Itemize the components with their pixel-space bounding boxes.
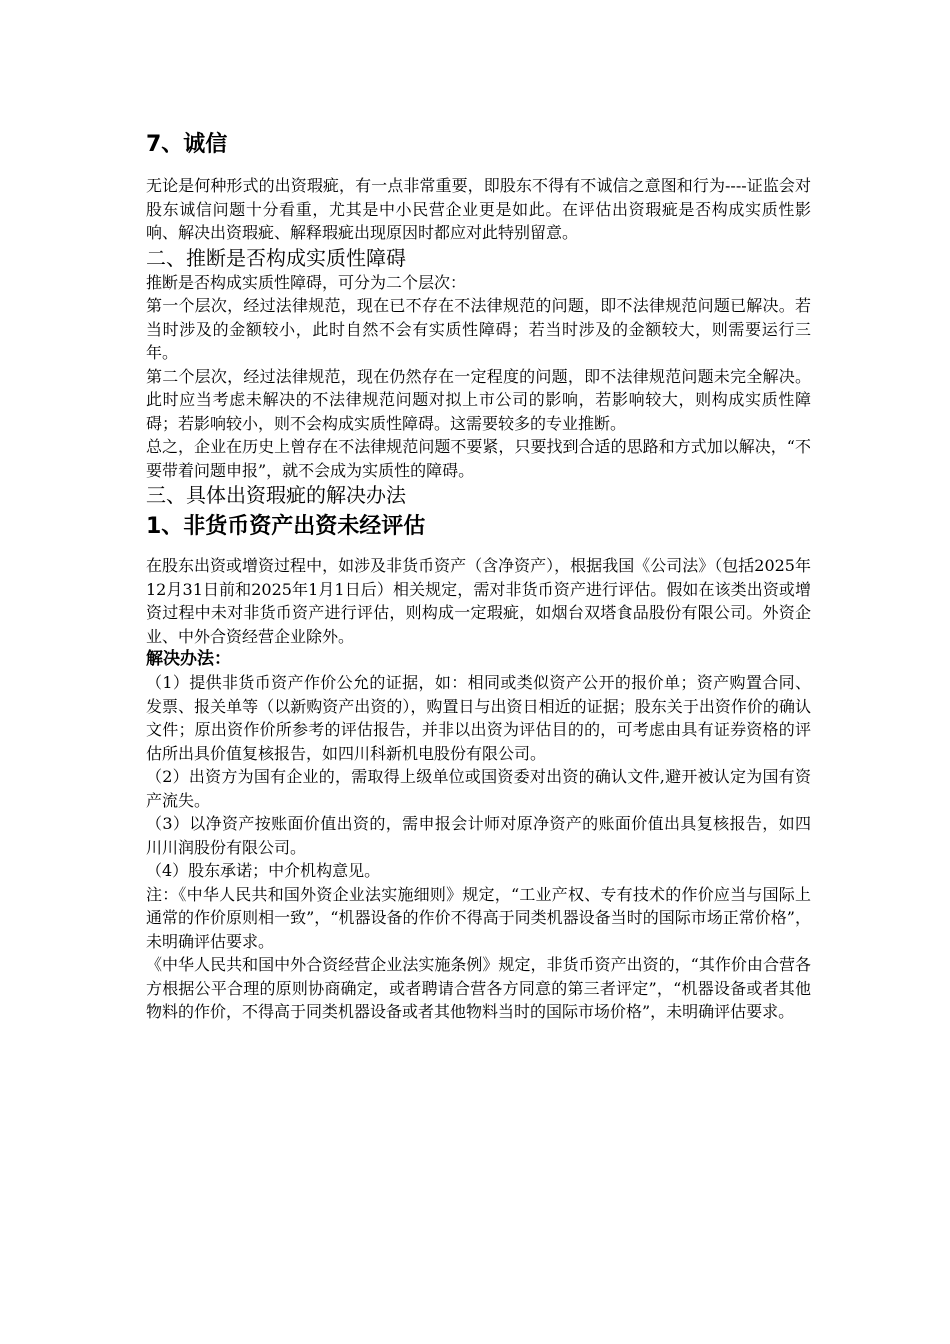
solution-item-2: （2）出资方为国有企业的，需取得上级单位或国资委对出资的确认文件,避开被认定为国有资产流失。	[146, 767, 811, 810]
document-body	[146, 130, 811, 1024]
section-two-title: 二、推断是否构成实质性障碍	[146, 245, 406, 270]
section-two-summary: 总之，企业在历史上曾存在不法律规范问题不要紧，只要找到合适的思路和方式加以解决，“不要带着问题申报”，就不会成为实质性的障碍。	[146, 437, 811, 480]
note-foreign-enterprise: 注：《中华人民共和国外资企业法实施细则》规定，“工业产权、专有技术的作价应当与国际上通常的作价原则相一致”，“机器设备的作价不得高于同类机器设备当时的国际市场正常价格”，未明确评估要求。	[146, 884, 811, 951]
solution-item-1: （1）提供非货币资产作价公允的证据，如：相同或类似资产公开的报价单；资产购置合同、发票、报关单等（以新购资产出资的），购置日与出资日相近的证据；股东关于出资作价的确认文件；原出资作价所参考的评估报告，并非以出资为评估目的的，可考虑由具有证券资格的评估所出具价值复核报告，如四川科新机电股份有限公司。	[146, 673, 811, 763]
heading-integrity: 7、诚信	[146, 132, 228, 157]
paragraph-nonmonetary: 在股东出资或增资过程中，如涉及非货币资产（含净资产），根据我国《公司法》（包括2025年12月31日前和2025年1月1日后）相关规定，需对非货币资产进行评估。假如在该类出资或增资过程中未对非货币资产进行评估，则构成一定瑕疵，如烟台双塔食品股份有限公司。外资企业、中外合资经营企业除外。	[146, 556, 811, 646]
section-two-level2: 第二个层次，经过法律规范，现在仍然存在一定程度的问题，即不法律规范问题未完全解决。此时应当考虑未解决的不法律规范问题对拟上市公司的影响，若影响较大，则构成实质性障碍；若影响较小，则不会构成实质性障碍。这需要较多的专业推断。	[146, 366, 811, 433]
section-two-intro: 推断是否构成实质性障碍，可分为二个层次：	[146, 272, 467, 292]
heading-nonmonetary: 1、非货币资产出资未经评估	[146, 514, 426, 539]
solution-item-4: （4）股东承诺；中介机构意见。	[146, 861, 381, 880]
paragraph-integrity: 无论是何种形式的出资瑕疵，有一点非常重要，即股东不得有不诚信之意图和行为----证监会对股东诚信问题十分看重，尤其是中小民营企业更是如此。在评估出资瑕疵是否构成实质性影响、解决出资瑕疵、解释瑕疵出现原因时都应对此特别留意。	[146, 176, 811, 242]
solution-label: 解决办法：	[146, 649, 231, 669]
section-two-level1: 第一个层次，经过法律规范，现在已不存在不法律规范的问题，即不法律规范问题已解决。若当时涉及的金额较小，此时自然不会有实质性障碍；若当时涉及的金额较大，则需要运行三年。	[146, 296, 811, 362]
note-joint-venture: 《中华人民共和国中外合资经营企业法实施条例》规定，非货币资产出资的，“其作价由合营各方根据公平合理的原则协商确定，或者聘请合营各方同意的第三者评定”，“机器设备或者其他物料的作价，不得高于同类机器设备或者其他物料当时的国际市场价格”，未明确评估要求。	[146, 955, 811, 1021]
solution-item-3: （3）以净资产按账面价值出资的，需申报会计师对原净资产的账面价值出具复核报告，如四川川润股份有限公司。	[146, 814, 811, 857]
section-three-title: 三、具体出资瑕疵的解决办法	[146, 483, 406, 507]
